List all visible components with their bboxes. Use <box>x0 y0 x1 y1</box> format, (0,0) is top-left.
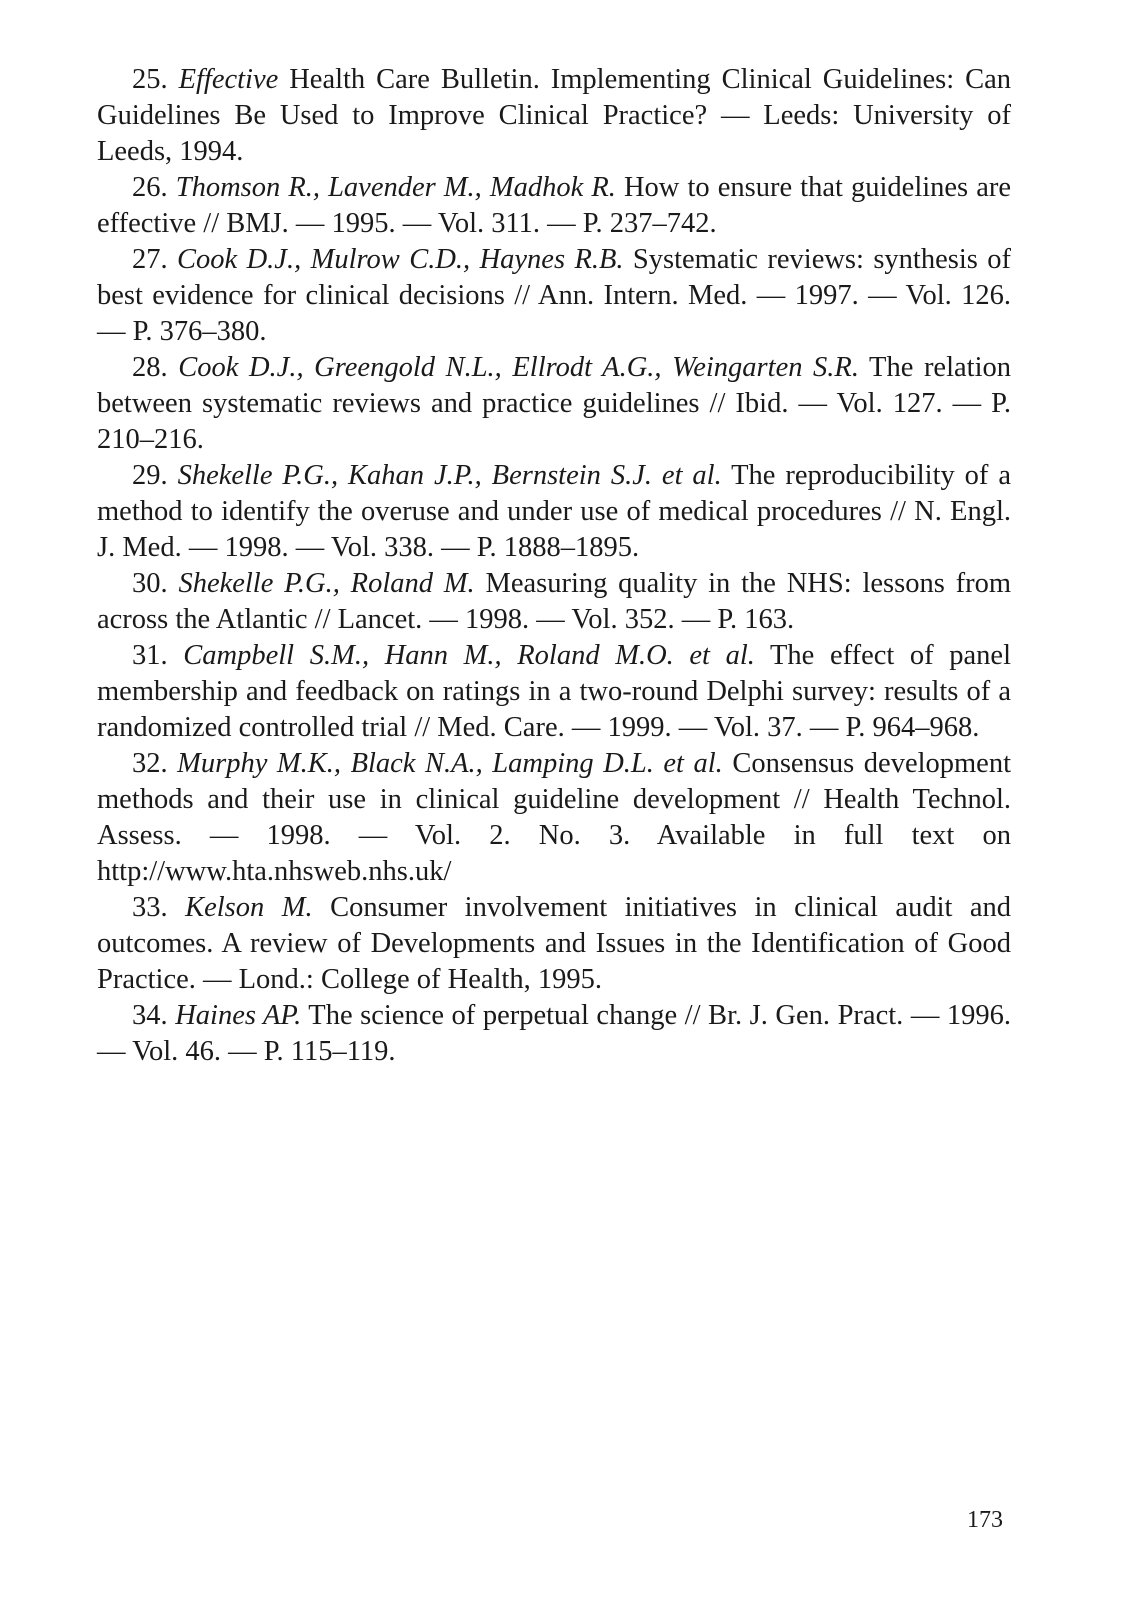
reference-number: 27. <box>132 244 168 275</box>
reference-authors: Haines AP. <box>175 1000 302 1031</box>
reference-authors: Effective <box>178 64 279 95</box>
reference-33 <box>97 890 1011 998</box>
reference-text: Health Care Bulletin. Implementing Clinical Guidelines: Can Guidelines Be Used to Improve Clinical Practice? — Leeds: University of Leeds, 1994. <box>97 64 1012 167</box>
reference-29 <box>97 458 1011 566</box>
reference-text: The effect of panel membership and feedback on ratings in a two-round Delphi survey: results of a randomized controlled trial // Med. Care. — 1999. — Vol. 37. — P. 964–968. <box>97 640 1011 743</box>
reference-text: Measuring quality in the NHS: lessons from across the Atlantic // Lancet. — 1998. — Vol. 352. — P. 163. <box>97 568 1012 635</box>
reference-number: 25. <box>132 64 168 95</box>
reference-28 <box>97 350 1011 458</box>
reference-text: How to ensure that guidelines are effective // BMJ. — 1995. — Vol. 311. — P. 237–742. <box>97 172 1012 239</box>
reference-number: 30. <box>132 568 168 599</box>
reference-text: The relation between systematic reviews and practice guidelines // Ibid. — Vol. 127. — P. 210–216. <box>97 352 1011 455</box>
reference-number: 28. <box>132 352 168 383</box>
reference-31 <box>97 638 1011 746</box>
reference-number: 31. <box>132 640 168 671</box>
page-number: 173 <box>967 1507 1003 1533</box>
reference-26 <box>97 170 1011 242</box>
reference-text: The reproducibility of a method to identify the overuse and under use of medical procedures // N. Engl. J. Med. — 1998. — Vol. 338. — P. 1888–1895. <box>97 460 1012 563</box>
reference-text: Consensus development methods and their use in clinical guideline development // Health Technol. Assess. — 1998. — Vol. 2. No. 3. Available in full text on http://www.hta.nhsweb.nhs.uk/ <box>97 748 1011 887</box>
reference-34 <box>97 998 1011 1070</box>
reference-30 <box>97 566 1011 638</box>
reference-number: 29. <box>132 460 168 491</box>
reference-text: The science of perpetual change // Br. J. Gen. Pract. — 1996. — Vol. 46. — P. 115–119. <box>97 1000 1011 1067</box>
reference-authors: Shekelle P.G., Kahan J.P., Bernstein S.J. et al. <box>177 460 722 491</box>
reference-number: 34. <box>132 1000 168 1031</box>
reference-authors: Kelson M. <box>185 892 313 923</box>
reference-number: 33. <box>132 892 168 923</box>
reference-authors: Campbell S.M., Hann M., Roland M.O. et al. <box>183 640 755 671</box>
reference-authors: Cook D.J., Mulrow C.D., Haynes R.B. <box>177 244 624 275</box>
reference-number: 26. <box>132 172 168 203</box>
reference-text: Systematic reviews: synthesis of best evidence for clinical decisions // Ann. Intern. Med. — 1997. — Vol. 126. — P. 376–380. <box>97 244 1011 347</box>
reference-number: 32. <box>132 748 168 779</box>
reference-25 <box>97 62 1011 170</box>
reference-authors: Shekelle P.G., Roland M. <box>178 568 475 599</box>
reference-text: Consumer involvement initiatives in clinical audit and outcomes. A review of Developments and Issues in the Identification of Good Practice. — Lond.: College of Health, 1995. <box>97 892 1012 995</box>
reference-authors: Thomson R., Lavender M., Madhok R. <box>175 172 616 203</box>
reference-27 <box>97 242 1011 350</box>
reference-32 <box>97 746 1011 890</box>
reference-authors: Murphy M.K., Black N.A., Lamping D.L. et al. <box>177 748 723 779</box>
reference-authors: Cook D.J., Greengold N.L., Ellrodt A.G., Weingarten S.R. <box>178 352 859 383</box>
reference-list <box>97 62 1011 1070</box>
